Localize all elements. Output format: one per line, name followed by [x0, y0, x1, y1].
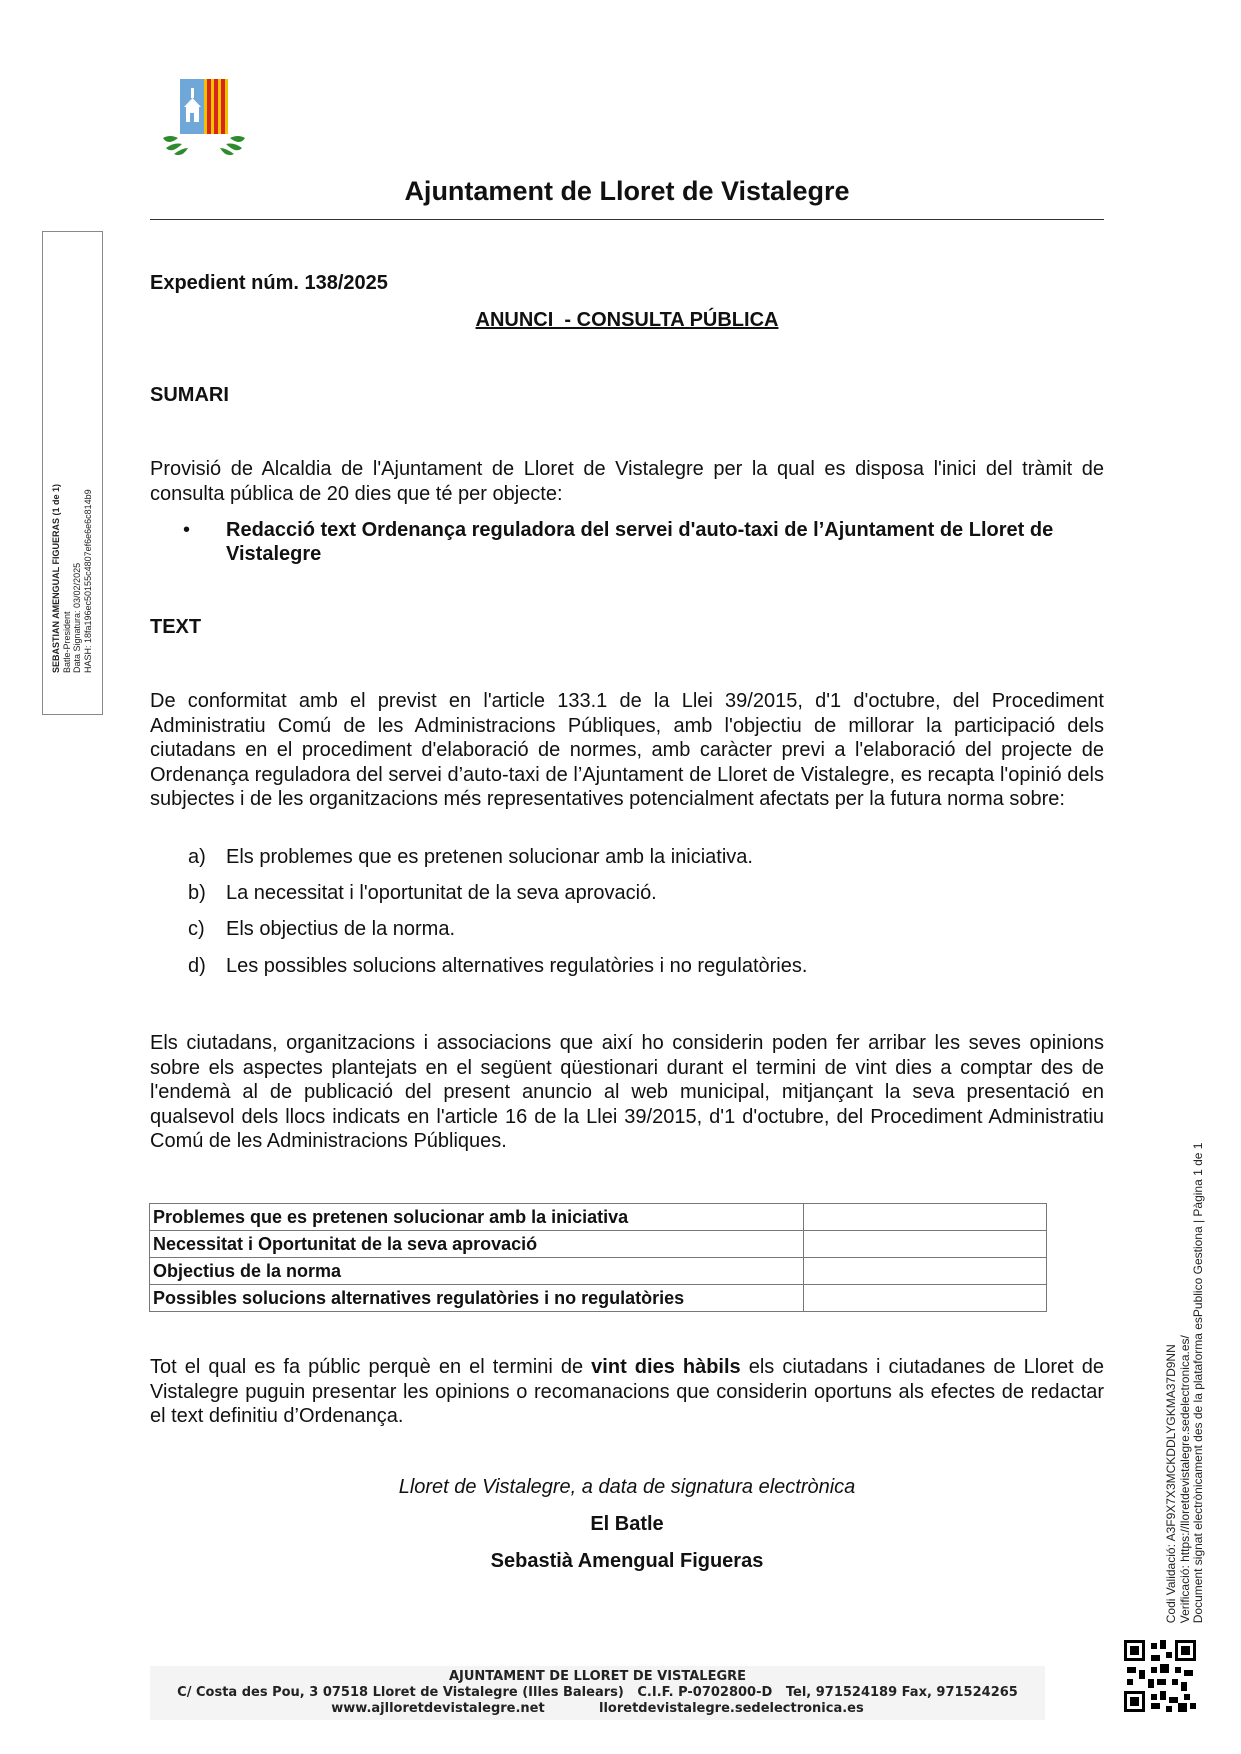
place-and-date: Lloret de Vistalegre, a data de signatura electrònica [398, 1476, 856, 1498]
list-item-letter: a) [188, 846, 206, 868]
closing-text-end: els ciutadans i ciutadanes de Lloret de Vistalegre puguin presentar les opinions o recomanacions que considerin oportuns als efectes de redactar el text definitiu d’Ordenança. [150, 1356, 1110, 1427]
table-cell-question: Problemes que es pretenen solucionar amb la iniciativa [150, 1204, 804, 1231]
table-cell-question: Objectius de la norma [150, 1258, 804, 1285]
signer-name: Sebastià Amengual Figueras [490, 1550, 764, 1572]
verification-text [1165, 1083, 1206, 1623]
validation-code: Codi Validació: A3F9X7X3MCKDDLYGKMA37D9NN [1163, 1344, 1178, 1624]
qr-code-icon [1124, 1640, 1196, 1712]
signature-hash: HASH: 18fa196ec50155c4807ef6e6e6c814b9 [82, 489, 93, 673]
table-cell-answer [804, 1285, 1047, 1312]
signature-role: Batle-President [61, 611, 72, 673]
expedient-number: Expedient núm. 138/2025 [150, 272, 388, 294]
closing-text-bold: vint dies hàbils [591, 1356, 741, 1378]
table-cell-question: Necessitat i Oportunitat de la seva aprovació [150, 1231, 804, 1258]
signature-date: Data Signatura: 03/02/2025 [72, 562, 82, 673]
closing-paragraph [150, 1355, 1110, 1429]
table-row [150, 1231, 1047, 1258]
closing-text-start: Tot el qual es fa públic perquè en el termini de [150, 1356, 592, 1378]
table-cell-answer [804, 1231, 1047, 1258]
text-heading: TEXT [150, 616, 202, 638]
footer-websites: www.ajlloretdevistalegre.net lloretdevistalegre.sedelectronica.es [331, 1701, 864, 1716]
organization-title: Ajuntament de Lloret de Vistalegre [404, 176, 850, 206]
platform-notice: Document signat electrònicament des de la plataforma esPublico Gestiona | Pàgina 1 de 1 [1190, 1142, 1205, 1624]
bullet-item: Redacció text Ordenança reguladora del servei d'auto-taxi de l’Ajuntament de Lloret de Vistalegre [226, 519, 1054, 565]
table-cell-answer [804, 1204, 1047, 1231]
signature-stamp-text [51, 253, 93, 673]
table-row [150, 1285, 1047, 1312]
list-item: Les possibles solucions alternatives regulatòries i no regulatòries. [226, 955, 808, 977]
table-row [150, 1258, 1047, 1285]
footer-address: C/ Costa des Pou, 3 07518 Lloret de Vistalegre (Illes Balears) C.I.F. P-0702800-D Tel, 971524189 Fax, 971524265 [177, 1685, 1018, 1700]
announcement-title: ANUNCI - CONSULTA PÚBLICA [475, 309, 779, 331]
signature-signer: SEBASTIAN AMENGUAL FIGUERAS (1 de 1) [51, 483, 61, 673]
list-item: La necessitat i l'oportunitat de la seva aprovació. [226, 882, 657, 904]
table-cell-question: Possibles solucions alternatives regulatòries i no regulatòries [150, 1285, 804, 1312]
footer-org-name: AJUNTAMENT DE LLORET DE VISTALEGRE [448, 1669, 747, 1684]
signer-title: El Batle [590, 1513, 664, 1535]
table-cell-answer [804, 1258, 1047, 1285]
title-divider [150, 219, 1104, 220]
list-item-letter: d) [188, 955, 206, 977]
municipal-crest-logo [158, 76, 258, 158]
page-footer [150, 1666, 1045, 1720]
list-item: Els objectius de la norma. [226, 918, 456, 940]
list-item-letter: c) [188, 918, 205, 940]
questionnaire-table [149, 1203, 1047, 1312]
participation-paragraph: Els ciutadans, organitzacions i associacions que així ho considerin poden fer arribar les seves opinions sobre els aspectes plantejats en el següent qüestionari durant el termini de vint dies a comptar des de l'endemà al de publicació del present anuncio al web municipal, mitjançant la seva presentació en qualsevol dels llocs indicats en l'article 16 de la Llei 39/2015, d'1 d'octubre, del Procediment Administratiu Comú de les Administracions Públiques. [150, 1032, 1104, 1152]
text-paragraph: De conformitat amb el previst en l'article 133.1 de la Llei 39/2015, d'1 d'octubre, del Procediment Administratiu Comú de les Administracions Públiques, amb l'objectiu de millorar la participació dels ciutadans en el procediment d'elaboració de normes, amb caràcter previ a l'elaboració del projecte de Ordenança reguladora del servei d’auto-taxi de l’Ajuntament de Lloret de Vistalegre, es recapta l'opinió dels subjectes i de les organitzacions més representatives potencialment afectats per la futura norma sobre: [150, 690, 1104, 810]
table-row [150, 1204, 1047, 1231]
summary-paragraph: Provisió de Alcaldia de l'Ajuntament de Lloret de Vistalegre per la qual es disposa l'inici del tràmit de consulta pública de 20 dies que té per objecte: [150, 458, 1104, 505]
list-item: Els problemes que es pretenen solucionar amb la iniciativa. [226, 846, 753, 868]
verification-url: Verificació: https://lloretdevistalegre.sedelectronica.es/ [1177, 1335, 1192, 1624]
list-item-letter: b) [188, 882, 206, 904]
summary-heading: SUMARI [150, 384, 229, 406]
bullet-icon: • [183, 519, 191, 541]
